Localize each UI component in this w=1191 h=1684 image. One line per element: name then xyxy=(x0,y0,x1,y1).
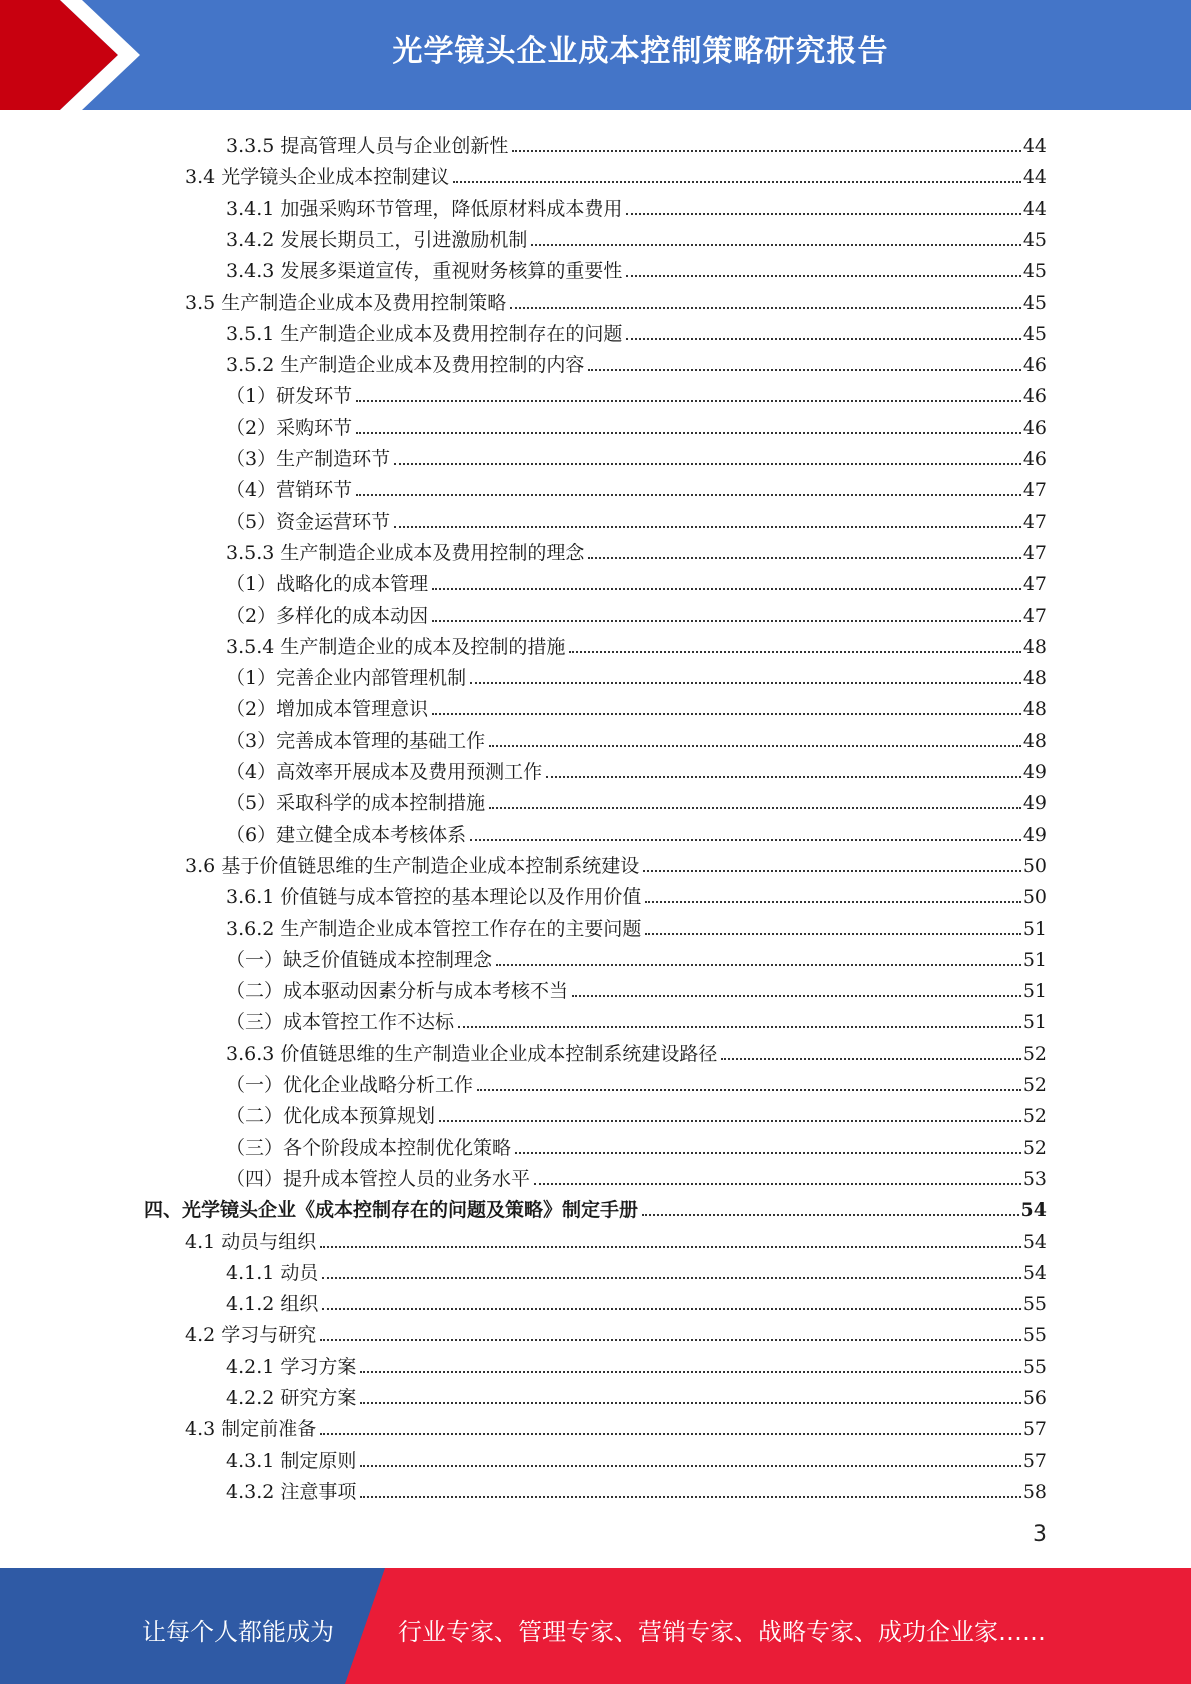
toc-entry[interactable] xyxy=(226,535,1047,565)
toc-entry-title: 3.6.2 生产制造企业成本管控工作存在的主要问题 xyxy=(226,917,642,940)
footer-slogan-right: 行业专家、管理专家、营销专家、战略专家、成功企业家…… xyxy=(398,1618,1046,1646)
toc-dot-leader xyxy=(360,1496,1020,1498)
toc-dot-leader xyxy=(360,1465,1020,1467)
toc-entry-page: 47 xyxy=(1022,479,1047,502)
toc-entry[interactable] xyxy=(226,1255,1047,1285)
toc-entry-title: （二）成本驱动因素分析与成本考核不当 xyxy=(226,980,569,1003)
toc-dot-leader xyxy=(626,275,1020,277)
toc-entry-title: （1）研发环节 xyxy=(226,385,353,408)
toc-dot-leader xyxy=(477,1089,1021,1091)
toc-entry[interactable] xyxy=(226,410,1047,440)
toc-entry[interactable] xyxy=(226,629,1047,659)
toc-entry[interactable] xyxy=(226,817,1047,847)
toc-dot-leader xyxy=(360,1402,1020,1404)
toc-dot-leader xyxy=(322,1277,1020,1279)
toc-dot-leader xyxy=(510,307,1021,309)
toc-entry-page: 55 xyxy=(1022,1355,1047,1378)
toc-dot-leader xyxy=(394,526,1021,528)
toc-entry-title: 3.4.3 发展多渠道宣传，重视财务核算的重要性 xyxy=(226,260,623,283)
toc-entry-title: 4.3.2 注意事项 xyxy=(226,1480,357,1503)
toc-entry-page: 52 xyxy=(1022,1042,1047,1065)
toc-entry[interactable] xyxy=(226,691,1047,721)
toc-entry[interactable] xyxy=(226,598,1047,628)
toc-entry-title: （2）多样化的成本动因 xyxy=(226,604,429,627)
toc-dot-leader xyxy=(360,1371,1020,1373)
toc-entry-page: 48 xyxy=(1022,635,1047,658)
toc-entry-page: 54 xyxy=(1022,1261,1047,1284)
toc-dot-leader xyxy=(645,933,1020,935)
toc-entry[interactable] xyxy=(226,128,1047,158)
toc-entry[interactable] xyxy=(185,848,1047,878)
toc-dot-leader xyxy=(531,244,1020,246)
toc-dot-leader xyxy=(588,557,1020,559)
toc-entry[interactable] xyxy=(226,879,1047,909)
toc-dot-leader xyxy=(569,651,1020,653)
toc-entry-page: 46 xyxy=(1022,385,1047,408)
toc-entry-page: 51 xyxy=(1022,980,1047,1003)
toc-dot-leader xyxy=(645,901,1020,903)
toc-entry-title: 4.1.1 动员 xyxy=(226,1261,319,1284)
toc-entry-page: 55 xyxy=(1022,1293,1047,1316)
toc-dot-leader xyxy=(432,713,1021,715)
toc-dot-leader xyxy=(512,150,1020,152)
toc-entry-page: 48 xyxy=(1022,698,1047,721)
page-number: 3 xyxy=(1033,1522,1047,1547)
toc-entry-title: 4.3.1 制定原则 xyxy=(226,1449,357,1472)
toc-entry-title: 3.5.2 生产制造企业成本及费用控制的内容 xyxy=(226,354,585,377)
toc-entry[interactable] xyxy=(226,566,1047,596)
toc-dot-leader xyxy=(470,682,1021,684)
toc-entry[interactable] xyxy=(226,191,1047,221)
toc-entry-title: 4.1 动员与组织 xyxy=(185,1230,317,1253)
toc-entry[interactable] xyxy=(226,472,1047,502)
toc-dot-leader xyxy=(356,400,1021,402)
toc-entry-title: （二）优化成本预算规划 xyxy=(226,1105,436,1128)
toc-entry-title: 3.6 基于价值链思维的生产制造企业成本控制系统建设 xyxy=(185,854,640,877)
toc-entry[interactable] xyxy=(226,1036,1047,1066)
toc-entry-title: （四）提升成本管控人员的业务水平 xyxy=(226,1167,531,1190)
toc-entry-page: 45 xyxy=(1022,228,1047,251)
toc-entry[interactable] xyxy=(226,660,1047,690)
toc-entry[interactable] xyxy=(226,973,1047,1003)
toc-entry-page: 47 xyxy=(1022,541,1047,564)
toc-entry-page: 57 xyxy=(1022,1418,1047,1441)
header-arrow-decoration xyxy=(0,0,160,110)
toc-entry-title: （三）各个阶段成本控制优化策略 xyxy=(226,1136,512,1159)
toc-dot-leader xyxy=(320,1433,1021,1435)
toc-entry[interactable] xyxy=(226,253,1047,283)
toc-dot-leader xyxy=(489,745,1021,747)
toc-entry-title: （5）资金运营环节 xyxy=(226,510,391,533)
toc-entry-title: （2）采购环节 xyxy=(226,416,353,439)
toc-entry-page: 51 xyxy=(1022,1011,1047,1034)
toc-entry-title: （一）优化企业战略分析工作 xyxy=(226,1074,474,1096)
toc-entry-title: （1）完善企业内部管理机制 xyxy=(226,667,467,690)
toc-entry-page: 51 xyxy=(1022,948,1047,971)
toc-dot-leader xyxy=(470,839,1021,841)
toc-entry[interactable] xyxy=(226,1443,1047,1473)
toc-entry[interactable] xyxy=(226,911,1047,941)
toc-entry-page: 47 xyxy=(1022,604,1047,627)
toc-entry[interactable] xyxy=(185,159,1047,189)
toc-entry[interactable] xyxy=(185,1224,1047,1254)
toc-dot-leader xyxy=(453,181,1021,183)
toc-entry-page: 47 xyxy=(1022,510,1047,533)
toc-entry-page: 48 xyxy=(1022,667,1047,690)
toc-entry-title: （4）营销环节 xyxy=(226,479,353,502)
toc-entry-page: 50 xyxy=(1022,854,1047,877)
toc-dot-leader xyxy=(515,1152,1021,1154)
toc-entry-page: 52 xyxy=(1022,1074,1047,1096)
toc-dot-leader xyxy=(496,964,1021,966)
toc-entry[interactable] xyxy=(226,1380,1047,1410)
toc-entry[interactable] xyxy=(226,1130,1047,1160)
toc-entry-page: 49 xyxy=(1022,823,1047,846)
toc-entry-title: 3.5 生产制造企业成本及费用控制策略 xyxy=(185,291,507,314)
toc-entry-page: 58 xyxy=(1022,1480,1047,1503)
toc-entry-page: 46 xyxy=(1022,354,1047,377)
toc-dot-leader xyxy=(394,463,1021,465)
toc-entry[interactable] xyxy=(185,1317,1047,1347)
toc-entry-page: 50 xyxy=(1022,886,1047,909)
toc-entry[interactable] xyxy=(226,723,1047,753)
toc-entry-title: （2）增加成本管理意识 xyxy=(226,698,429,721)
toc-entry[interactable] xyxy=(226,1349,1047,1379)
toc-entry-title: 3.5.3 生产制造企业成本及费用控制的理念 xyxy=(226,541,585,564)
toc-entry[interactable] xyxy=(226,504,1047,534)
toc-entry-page: 54 xyxy=(1020,1199,1047,1222)
toc-entry[interactable] xyxy=(226,316,1047,346)
toc-entry-page: 45 xyxy=(1022,260,1047,283)
toc-entry-title: 3.4 光学镜头企业成本控制建议 xyxy=(185,166,450,189)
toc-entry-title: 4.1.2 组织 xyxy=(226,1293,319,1316)
toc-dot-leader xyxy=(534,1183,1021,1185)
toc-entry[interactable] xyxy=(226,1098,1047,1128)
toc-entry-page: 52 xyxy=(1022,1105,1047,1128)
toc-dot-leader xyxy=(322,1308,1020,1310)
toc-entry-title: （4）高效率开展成本及费用预测工作 xyxy=(226,761,543,783)
toc-dot-leader xyxy=(546,776,1021,778)
toc-entry-page: 55 xyxy=(1022,1324,1047,1347)
toc-entry[interactable] xyxy=(226,441,1047,471)
toc-dot-leader xyxy=(320,1246,1021,1248)
toc-entry-title: 3.4.2 发展长期员工，引进激励机制 xyxy=(226,228,528,251)
toc-entry-title: （3）完善成本管理的基础工作 xyxy=(226,729,486,752)
toc-entry-title: 4.3 制定前准备 xyxy=(185,1418,317,1441)
toc-entry-title: 四、光学镜头企业《成本控制存在的问题及策略》制定手册 xyxy=(144,1199,639,1222)
toc-dot-leader xyxy=(642,1214,1019,1216)
toc-dot-leader xyxy=(721,1058,1020,1060)
toc-entry-page: 49 xyxy=(1022,761,1047,783)
toc-entry-page: 52 xyxy=(1022,1136,1047,1159)
toc-entry[interactable] xyxy=(226,942,1047,972)
toc-entry[interactable] xyxy=(226,1067,1047,1097)
page-footer xyxy=(0,1568,1191,1684)
toc-entry-page: 44 xyxy=(1022,135,1047,157)
toc-dot-leader xyxy=(439,1120,1021,1122)
toc-entry[interactable] xyxy=(144,1192,1047,1222)
toc-dot-leader xyxy=(588,369,1020,371)
toc-entry[interactable] xyxy=(226,1474,1047,1504)
toc-dot-leader xyxy=(432,588,1021,590)
toc-entry[interactable] xyxy=(226,1286,1047,1316)
toc-entry[interactable] xyxy=(226,1004,1047,1034)
toc-entry-page: 44 xyxy=(1022,197,1047,220)
toc-entry-title: 4.2.1 学习方案 xyxy=(226,1355,357,1378)
toc-entry[interactable] xyxy=(226,378,1047,408)
toc-entry-title: （6）建立健全成本考核体系 xyxy=(226,823,467,846)
toc-entry-page: 54 xyxy=(1022,1230,1047,1253)
toc-entry-title: 3.4.1 加强采购环节管理，降低原材料成本费用 xyxy=(226,197,623,220)
toc-entry-page: 45 xyxy=(1022,291,1047,314)
toc-entry-page: 46 xyxy=(1022,448,1047,470)
toc-dot-leader xyxy=(356,494,1021,496)
toc-dot-leader xyxy=(626,338,1020,340)
toc-entry-title: 4.2.2 研究方案 xyxy=(226,1387,357,1409)
toc-entry[interactable] xyxy=(226,1161,1047,1191)
toc-entry-title: （一）缺乏价值链成本控制理念 xyxy=(226,948,493,971)
toc-entry-title: 4.2 学习与研究 xyxy=(185,1324,317,1347)
toc-entry-title: （三）成本管控工作不达标 xyxy=(226,1011,455,1034)
toc-entry-page: 44 xyxy=(1022,166,1047,189)
toc-entry[interactable] xyxy=(226,222,1047,252)
toc-dot-leader xyxy=(432,620,1021,622)
toc-entry-title: 3.6.3 价值链思维的生产制造业企业成本控制系统建设路径 xyxy=(226,1042,718,1065)
page-header xyxy=(0,0,1191,110)
toc-entry-page: 56 xyxy=(1022,1387,1047,1409)
toc-entry-title: 3.6.1 价值链与成本管控的基本理论以及作用价值 xyxy=(226,886,642,909)
toc-entry-title: 3.5.4 生产制造企业的成本及控制的措施 xyxy=(226,635,566,658)
toc-entry-title: （1）战略化的成本管理 xyxy=(226,573,429,596)
toc-dot-leader xyxy=(572,995,1021,997)
toc-entry-title: （5）采取科学的成本控制措施 xyxy=(226,792,486,815)
toc-dot-leader xyxy=(489,807,1021,809)
toc-entry-page: 51 xyxy=(1022,917,1047,940)
toc-dot-leader xyxy=(356,432,1021,434)
toc-dot-leader xyxy=(643,870,1021,872)
toc-entry[interactable] xyxy=(226,347,1047,377)
toc-dot-leader xyxy=(320,1339,1021,1341)
toc-entry[interactable] xyxy=(226,785,1047,815)
footer-slogan-left: 让每个人都能成为 xyxy=(142,1618,334,1646)
document-title: 光学镜头企业成本控制策略研究报告 xyxy=(392,34,889,69)
toc-entry-page: 48 xyxy=(1022,729,1047,752)
toc-entry-page: 45 xyxy=(1022,322,1047,345)
toc-entry-page: 49 xyxy=(1022,792,1047,815)
toc-entry[interactable] xyxy=(226,754,1047,784)
toc-entry[interactable] xyxy=(185,1411,1047,1441)
toc-entry-page: 47 xyxy=(1022,573,1047,596)
toc-entry-title: 3.3.5 提高管理人员与企业创新性 xyxy=(226,135,509,157)
toc-entry-page: 46 xyxy=(1022,416,1047,439)
toc-entry-title: （3）生产制造环节 xyxy=(226,448,391,470)
toc-dot-leader xyxy=(626,213,1020,215)
toc-entry-page: 57 xyxy=(1022,1449,1047,1472)
toc-dot-leader xyxy=(458,1026,1021,1028)
toc-entry-page: 53 xyxy=(1022,1167,1047,1190)
toc-entry-title: 3.5.1 生产制造企业成本及费用控制存在的问题 xyxy=(226,322,623,345)
toc-entry[interactable] xyxy=(185,285,1047,315)
